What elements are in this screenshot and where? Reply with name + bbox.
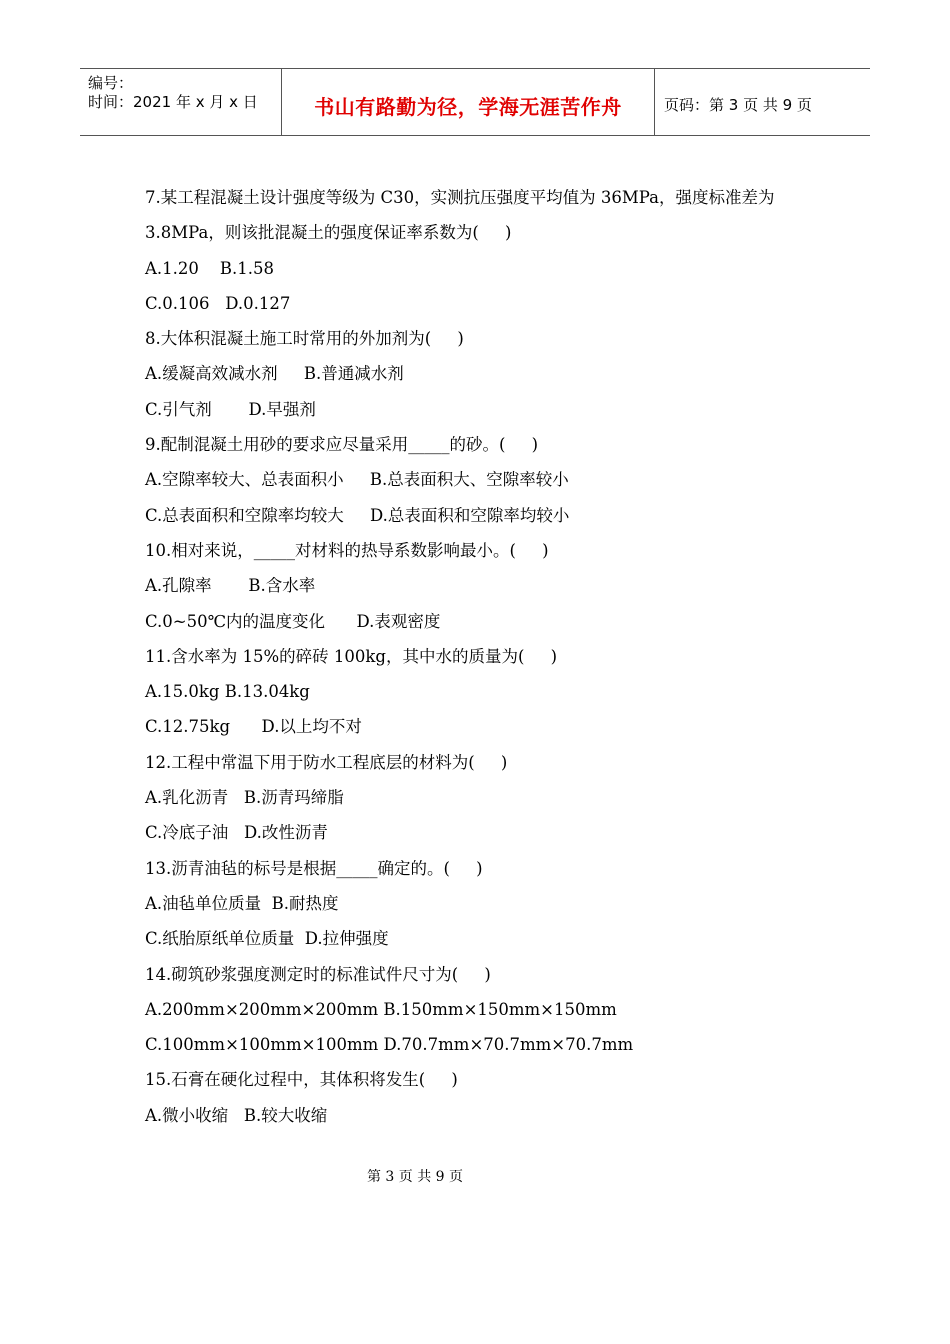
question-content <box>145 180 825 1133</box>
number-label: 编号： <box>88 74 134 92</box>
text-line: A.乳化沥青 B.沥青玛缔脂 <box>145 788 344 808</box>
text-line: A.缓凝高效减水剂 B.普通减水剂 <box>145 364 404 384</box>
text-line: C.12.75kg D.以上均不对 <box>145 717 362 737</box>
page-footer <box>0 1166 950 1186</box>
text-line: A.油毡单位质量 B.耐热度 <box>145 893 339 913</box>
text-line: C.冷底子油 D.改性沥青 <box>145 823 328 843</box>
text-line: 13.沥青油毡的标号是根据_____确定的。( ) <box>145 858 483 878</box>
text-line: 3.8MPa，则该批混凝土的强度保证率系数为( ) <box>145 223 512 243</box>
text-line: C.0~50℃内的温度变化 D.表观密度 <box>145 611 441 631</box>
text-line: 12.工程中常温下用于防水工程底层的材料为( ) <box>145 752 508 772</box>
text-line: A.微小收缩 B.较大收缩 <box>145 1105 328 1125</box>
text-line: A.15.0kg B.13.04kg <box>145 682 310 702</box>
page-header <box>80 68 870 136</box>
text-line: 7.某工程混凝土设计强度等级为 C30，实测抗压强度平均值为 36MPa，强度标准差为 <box>145 188 775 207</box>
text-line: 10.相对来说，_____对材料的热导系数影响最小。( ) <box>145 540 549 560</box>
page-label: 页码：第 3 页 共 9 页 <box>664 96 812 114</box>
header-page-info <box>655 69 870 135</box>
text-line: A.200mm×200mm×200mm B.150mm×150mm×150mm <box>145 999 617 1019</box>
text-line: 9.配制混凝土用砂的要求应尽量采用_____的砂。( ) <box>145 435 539 455</box>
text-line: A.1.20 B.1.58 <box>145 258 274 278</box>
text-line: 15.石膏在硬化过程中，其体积将发生( ) <box>145 1070 458 1090</box>
text-line: C.引气剂 D.早强剂 <box>145 399 316 419</box>
text-line: C.总表面积和空隙率均较大 D.总表面积和空隙率均较小 <box>145 505 570 525</box>
text-line: A.空隙率较大、总表面积小 B.总表面积大、空隙率较小 <box>145 470 569 490</box>
time-label: 时间：2021 年 x 月 x 日 <box>88 93 258 111</box>
text-line: 11.含水率为 15%的碎砖 100kg，其中水的质量为( ) <box>145 646 558 666</box>
header-motto <box>282 69 655 135</box>
motto-text: 书山有路勤为径，学海无涯苦作舟 <box>314 95 622 119</box>
text-line: C.纸胎原纸单位质量 D.拉伸强度 <box>145 929 389 949</box>
page-number: 第 3 页 共 9 页 <box>366 1169 464 1185</box>
text-line: C.0.106 D.0.127 <box>145 293 291 313</box>
text-line: 8.大体积混凝土施工时常用的外加剂为( ) <box>145 329 464 349</box>
header-meta <box>80 69 282 135</box>
text-line: 14.砌筑砂浆强度测定时的标准试件尺寸为( ) <box>145 964 491 984</box>
text-line: C.100mm×100mm×100mm D.70.7mm×70.7mm×70.7mm <box>145 1035 634 1055</box>
text-line: A.孔隙率 B.含水率 <box>145 576 316 596</box>
